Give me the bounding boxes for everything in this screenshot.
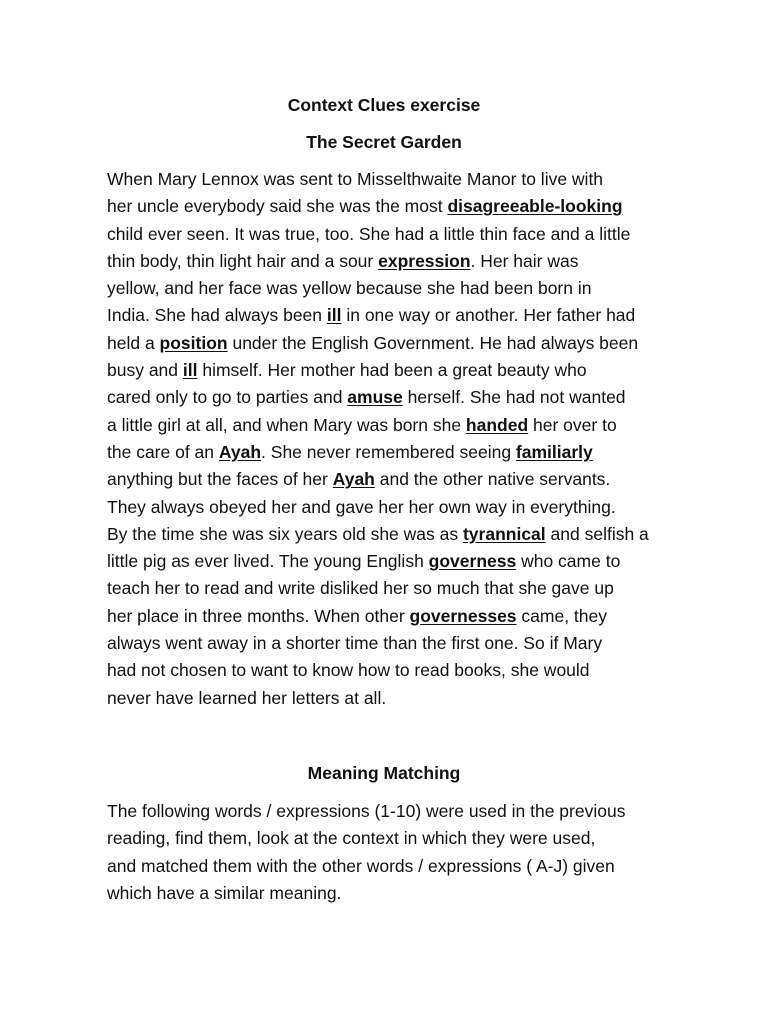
vocabulary-word: disagreeable-looking: [447, 196, 623, 217]
passage-text: never have learned her letters at all.: [107, 687, 387, 708]
passage-text: held a: [107, 332, 160, 353]
passage-line: [107, 166, 667, 193]
vocabulary-word: handed: [465, 414, 529, 435]
passage-line: [107, 330, 667, 357]
passage-text: and the other native servants.: [374, 469, 611, 490]
passage-text: . She never remembered seeing: [261, 441, 516, 462]
passage-line: [107, 357, 667, 384]
vocabulary-word: expression: [378, 250, 471, 271]
passage-text: India. She had always been: [107, 305, 327, 326]
vocabulary-word: amuse: [347, 387, 403, 408]
passage-line: [107, 685, 667, 712]
passage-line: [107, 412, 667, 439]
passage-line: [107, 603, 667, 630]
passage-text: They always obeyed her and gave her her own way in everything.: [107, 496, 616, 517]
passage-text: little pig as ever lived. The young English: [107, 551, 429, 572]
passage-text: cared only to go to parties and: [107, 387, 348, 408]
passage-text: himself. Her mother had been a great beauty who: [197, 360, 587, 381]
passage-text: teach her to read and write disliked her so much that she gave up: [107, 578, 614, 599]
vocabulary-word: familiarly: [515, 441, 593, 462]
passage-line: [107, 494, 667, 521]
vocabulary-word: position: [159, 332, 228, 353]
vocabulary-word: ill: [182, 360, 198, 381]
passage-text: her over to: [528, 414, 617, 435]
instruction-line: and matched them with the other words / expressions ( A-J) given: [107, 855, 615, 876]
passage-text: child ever seen. It was true, too. She had a little thin face and a little: [107, 223, 631, 244]
passage-text: the care of an: [107, 441, 219, 462]
passage-text: anything but the faces of her: [107, 469, 333, 490]
passage-line: [107, 466, 667, 493]
passage-text: had not chosen to want to know how to read books, she would: [107, 660, 590, 681]
passage-line: [107, 302, 667, 329]
passage-line: [107, 575, 667, 602]
passage-line: [107, 275, 667, 302]
document-title: Context Clues exercise: [287, 95, 481, 115]
reading-passage: [107, 166, 667, 712]
vocabulary-word: governesses: [409, 605, 517, 626]
passage-line: [107, 630, 667, 657]
section-heading: Meaning Matching: [307, 763, 461, 783]
passage-text: came, they: [516, 605, 608, 626]
passage-text: her uncle everybody said she was the most: [107, 196, 448, 217]
passage-text: her place in three months. When other: [107, 605, 410, 626]
passage-text: who came to: [516, 551, 621, 572]
passage-text: thin body, thin light hair and a sour: [107, 250, 379, 271]
vocabulary-word: Ayah: [218, 441, 262, 462]
passage-line: [107, 248, 667, 275]
passage-line: [107, 439, 667, 466]
instruction-line: reading, find them, look at the context in which they were used,: [107, 828, 596, 849]
passage-text: busy and: [107, 360, 183, 381]
passage-text: By the time she was six years old she was as: [107, 523, 463, 544]
passage-text: . Her hair was: [470, 250, 579, 271]
instruction-line: The following words / expressions (1-10) were used in the previous: [107, 801, 626, 821]
passage-line: [107, 384, 667, 411]
passage-text: always went away in a shorter time than the first one. So if Mary: [107, 633, 603, 654]
instruction-line: which have a similar meaning.: [107, 882, 342, 903]
passage-line: [107, 657, 667, 684]
passage-line: [107, 521, 667, 548]
vocabulary-word: Ayah: [332, 469, 375, 490]
passage-text: in one way or another. Her father had: [341, 305, 636, 326]
instructions-paragraph: [107, 798, 667, 907]
passage-line: [107, 548, 667, 575]
passage-text: and selfish a: [545, 523, 649, 544]
passage-text: herself. She had not wanted: [402, 387, 626, 408]
passage-text: yellow, and her face was yellow because she had been born in: [107, 278, 592, 299]
story-title: The Secret Garden: [306, 132, 462, 152]
vocabulary-word: ill: [326, 305, 342, 326]
passage-line: [107, 193, 667, 220]
vocabulary-word: tyrannical: [462, 523, 546, 544]
passage-text: under the English Government. He had always been: [227, 332, 639, 353]
vocabulary-word: governess: [428, 551, 517, 572]
passage-text: a little girl at all, and when Mary was born she: [107, 414, 466, 435]
passage-text: When Mary Lennox was sent to Misselthwaite Manor to live with: [107, 169, 604, 189]
passage-line: [107, 221, 667, 248]
